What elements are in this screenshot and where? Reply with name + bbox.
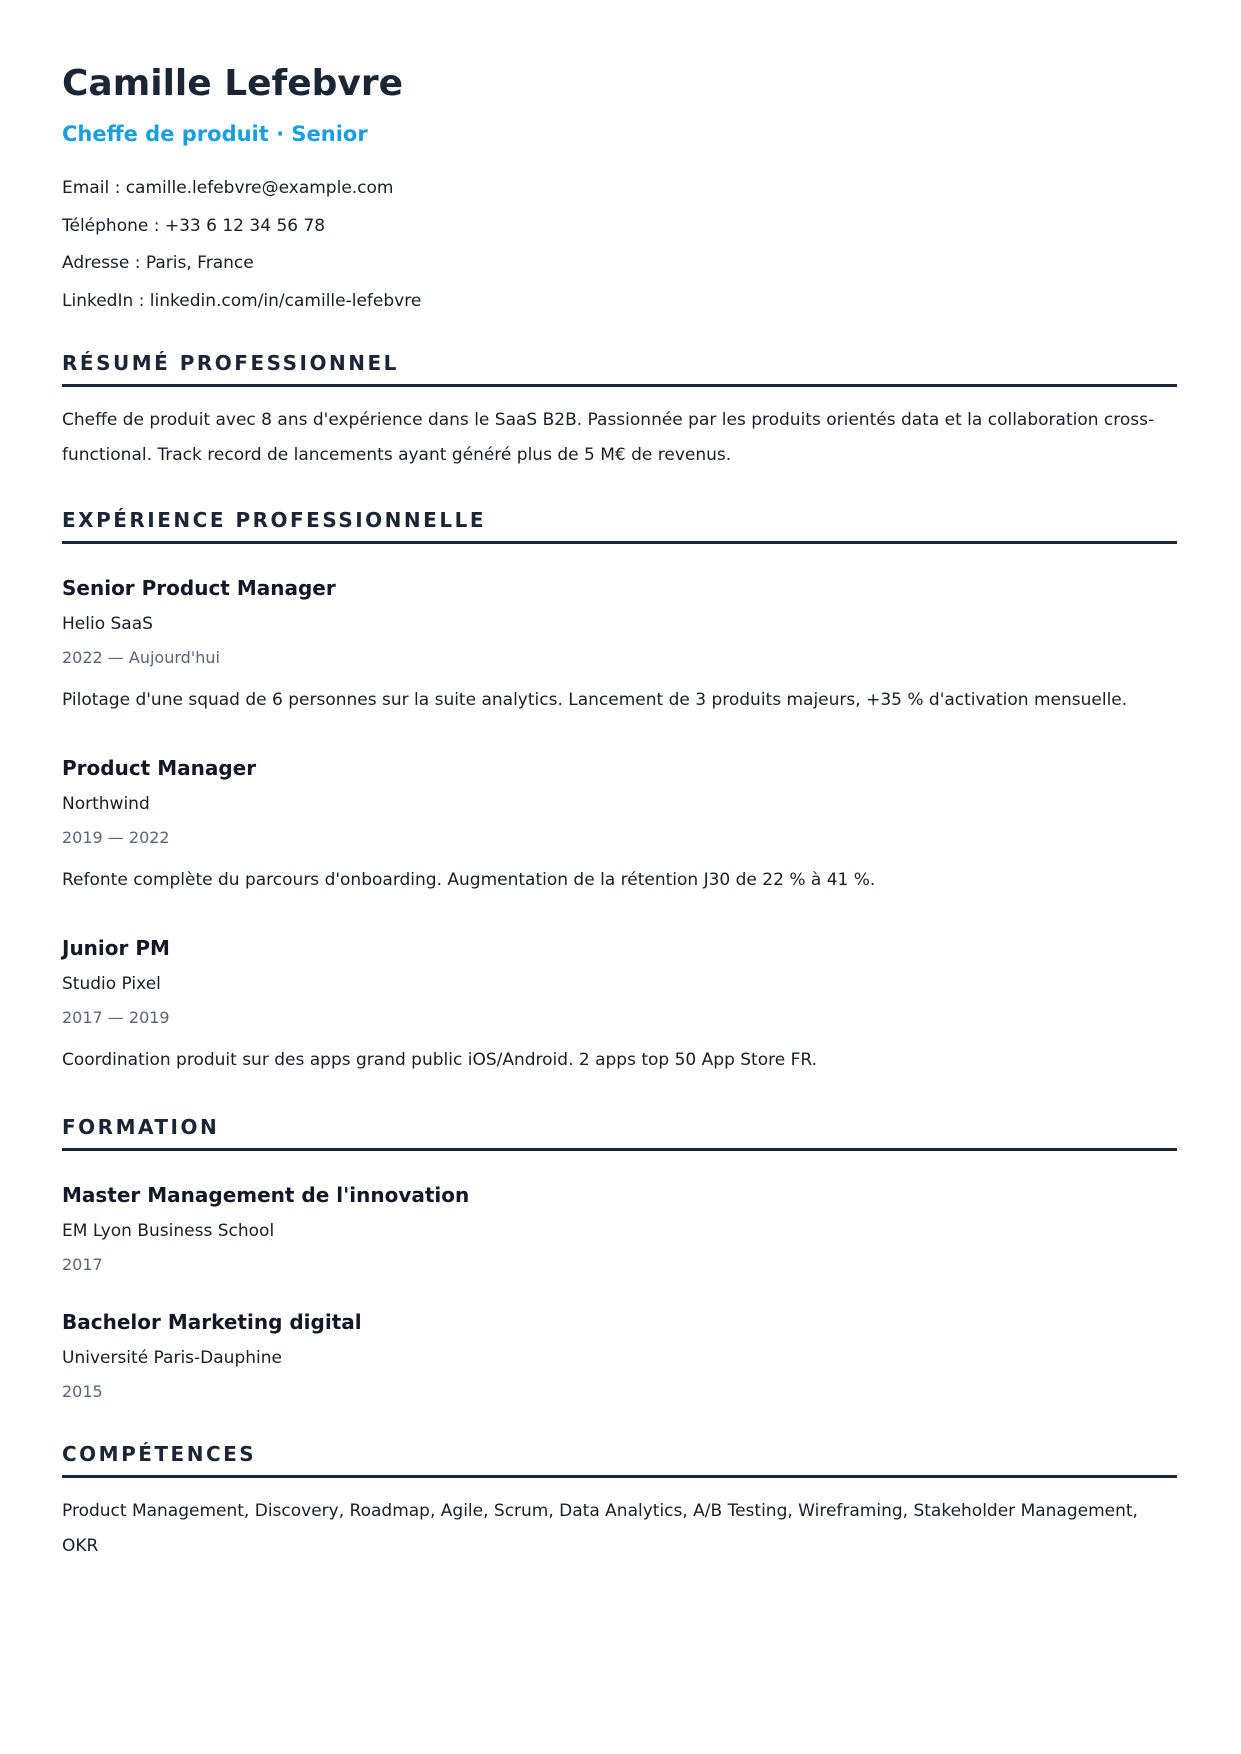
experience-company: Studio Pixel [62, 974, 161, 994]
skills-heading: COMPÉTENCES [62, 1441, 1177, 1478]
experience-role: Junior PM [62, 936, 170, 960]
education-heading: FORMATION [62, 1114, 1177, 1151]
education-school: EM Lyon Business School [62, 1221, 275, 1241]
contact-list [62, 170, 1177, 320]
experience-item [62, 754, 1177, 898]
summary-heading: RÉSUMÉ PROFESSIONNEL [62, 350, 1177, 387]
education-year: 2017 [62, 1255, 103, 1274]
experience-description: Refonte complète du parcours d'onboarding. Augmentation de la rétention J30 de 22 % à 41 %. [62, 870, 876, 890]
education-school: Université Paris-Dauphine [62, 1348, 282, 1368]
education-item [62, 1181, 1177, 1276]
experience-item [62, 934, 1177, 1078]
education-item [62, 1308, 1177, 1403]
experience-dates: 2019 — 2022 [62, 828, 170, 847]
candidate-name: Camille Lefebvre [62, 63, 404, 104]
experience-item [62, 574, 1177, 718]
contact-phone: Téléphone : +33 6 12 34 56 78 [62, 215, 326, 236]
experience-company: Helio SaaS [62, 614, 153, 634]
experience-description: Pilotage d'une squad de 6 personnes sur la suite analytics. Lancement de 3 produits majeurs, +35 % d'activation mensuelle. [62, 690, 1128, 710]
experience-description: Coordination produit sur des apps grand public iOS/Android. 2 apps top 50 App Store FR. [62, 1050, 817, 1070]
skills-section [62, 1441, 1177, 1564]
experience-dates: 2022 — Aujourd'hui [62, 648, 220, 667]
education-year: 2015 [62, 1382, 103, 1401]
education-section [62, 1114, 1177, 1403]
experience-heading: EXPÉRIENCE PROFESSIONNELLE [62, 507, 1177, 544]
contact-email: Email : camille.lefebvre@example.com [62, 178, 394, 198]
experience-role: Senior Product Manager [62, 576, 336, 600]
education-degree: Bachelor Marketing digital [62, 1310, 362, 1334]
skills-text: Product Management, Discovery, Roadmap, Agile, Scrum, Data Analytics, A/B Testing, Wireframing, Stakeholder Management, OKR [62, 1501, 1138, 1556]
experience-company: Northwind [62, 794, 150, 814]
experience-dates: 2017 — 2019 [62, 1008, 170, 1027]
summary-section [62, 350, 1177, 473]
contact-address: Adresse : Paris, France [62, 253, 254, 273]
summary-text: Cheffe de produit avec 8 ans d'expérience dans le SaaS B2B. Passionnée par les produits orientés data et la collaboration cross-functional. Track record de lancements ayant généré plus de 5 M€ de revenus. [62, 410, 1155, 465]
resume-page [62, 60, 1177, 1564]
contact-linkedin: LinkedIn : linkedin.com/in/camille-lefebvre [62, 290, 422, 311]
job-title: Cheffe de produit · Senior [62, 122, 368, 146]
experience-section [62, 507, 1177, 1078]
experience-role: Product Manager [62, 756, 257, 780]
education-degree: Master Management de l'innovation [62, 1183, 470, 1207]
